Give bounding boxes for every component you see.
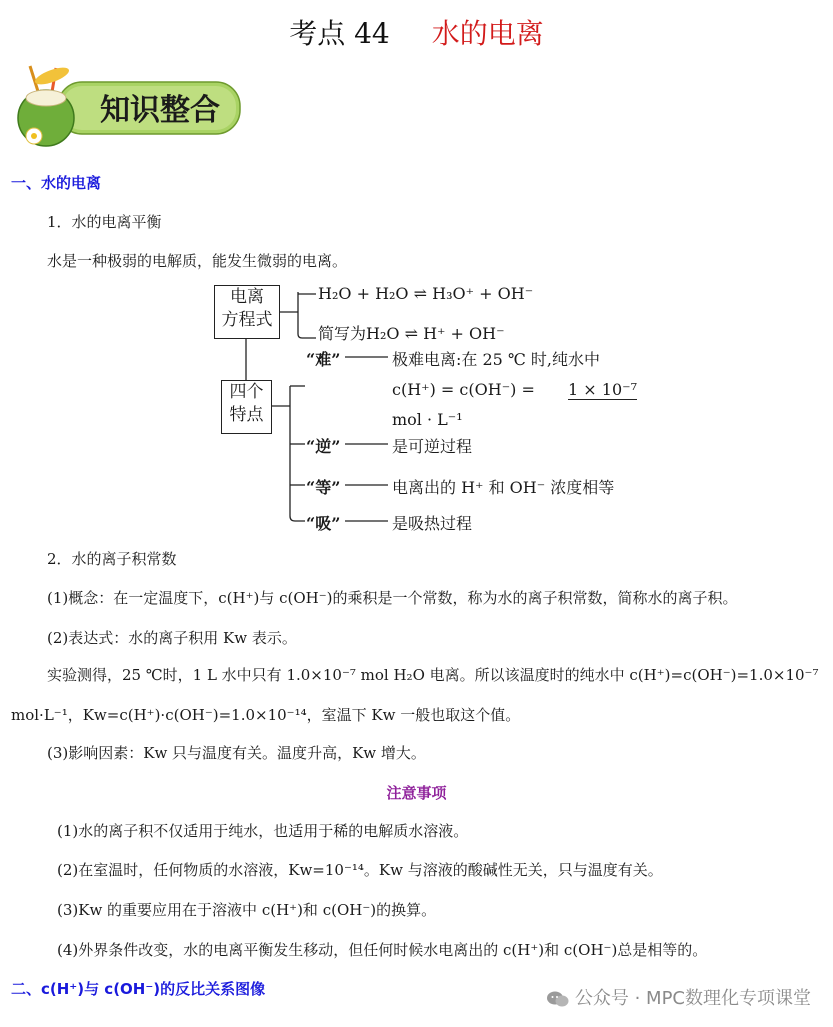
note-item-3: (3)Kw 的重要应用在于溶液中 c(H⁺)和 c(OH⁻)的换算。: [57, 901, 437, 919]
feature-text-difficult: 极难电离:在 25 ℃ 时,纯水中: [392, 350, 600, 369]
box2-line2: 特点: [229, 405, 264, 425]
feature-text-equal: 电离出的 H⁺ 和 OH⁻ 浓度相等: [392, 478, 615, 497]
feature-key-reversible: “逆”: [306, 437, 341, 456]
section-heading-1: 一、水的电离: [11, 174, 102, 192]
wechat-icon: [547, 990, 569, 1008]
equation-short: 简写为H₂O ⇌ H⁺ + OH⁻: [318, 324, 505, 343]
notes-title: 注意事项: [386, 784, 447, 802]
box-ionization-equation: [214, 285, 280, 339]
note-item-4: (4)外界条件改变，水的电离平衡发生移动，但任何时候水电离出的 c(H⁺)和 c(OH⁻)总是相等的。: [57, 941, 708, 959]
feature-key-equal: “等”: [306, 478, 341, 497]
equation-full: H₂O + H₂O ⇌ H₃O⁺ + OH⁻: [318, 284, 534, 303]
feature-text-endothermic: 是吸热过程: [392, 514, 473, 533]
feature-key-difficult: “难”: [306, 350, 341, 369]
box1-line1: 电离: [230, 287, 264, 307]
note-item-1: (1)水的离子积不仅适用于纯水，也适用于稀的电解质水溶液。: [57, 822, 469, 840]
topic-number: 考点 44: [289, 17, 390, 50]
feature-text-reversible: 是可逆过程: [392, 437, 473, 456]
subheading-ion-product: 2．水的离子积常数: [47, 550, 177, 568]
watermark-text: 公众号 · MPC数理化专项课堂: [574, 988, 811, 1009]
section-heading-2: 二、c(H⁺)与 c(OH⁻)的反比关系图像: [11, 980, 266, 998]
intro-paragraph: 水是一种极弱的电解质，能发生微弱的电离。: [47, 252, 348, 270]
subheading-equilibrium: 1．水的电离平衡: [47, 213, 162, 231]
box1-line2: 方程式: [221, 310, 273, 330]
experiment-line-2: mol·L⁻¹，Kw=c(H⁺)·c(OH⁻)=1.0×10⁻¹⁴，室温下 Kw 一般也取这个值。: [11, 706, 521, 724]
expression-paragraph: (2)表达式：水的离子积用 Kw 表示。: [47, 629, 297, 647]
box-four-features: [221, 380, 272, 434]
banner-text: 知识整合: [100, 93, 220, 128]
feature-key-endothermic: “吸”: [306, 514, 341, 533]
box2-line1: 四个: [229, 382, 264, 402]
topic-title: 水的电离: [431, 17, 544, 50]
feature-unit: mol · L⁻¹: [392, 410, 463, 429]
concept-paragraph: (1)概念：在一定温度下，c(H⁺)与 c(OH⁻)的乘积是一个常数，称为水的离子积常数，简称水的离子积。: [47, 589, 738, 607]
feature-value: 1 × 10⁻⁷: [568, 380, 637, 399]
experiment-line-1: 实验测得，25 ℃时，1 L 水中只有 1.0×10⁻⁷ mol H₂O 电离。所以该温度时的纯水中 c(H⁺)=c(OH⁻)=1.0×10⁻⁷: [47, 666, 819, 684]
factors-paragraph: (3)影响因素：Kw 只与温度有关。温度升高，Kw 增大。: [47, 744, 426, 762]
watermark: [547, 984, 811, 1010]
feature-expr: c(H⁺) = c(OH⁻) =: [392, 380, 535, 399]
note-item-2: (2)在室温时，任何物质的水溶液，Kw=10⁻¹⁴。Kw 与溶液的酸碱性无关，只与温度有关。: [57, 861, 663, 879]
